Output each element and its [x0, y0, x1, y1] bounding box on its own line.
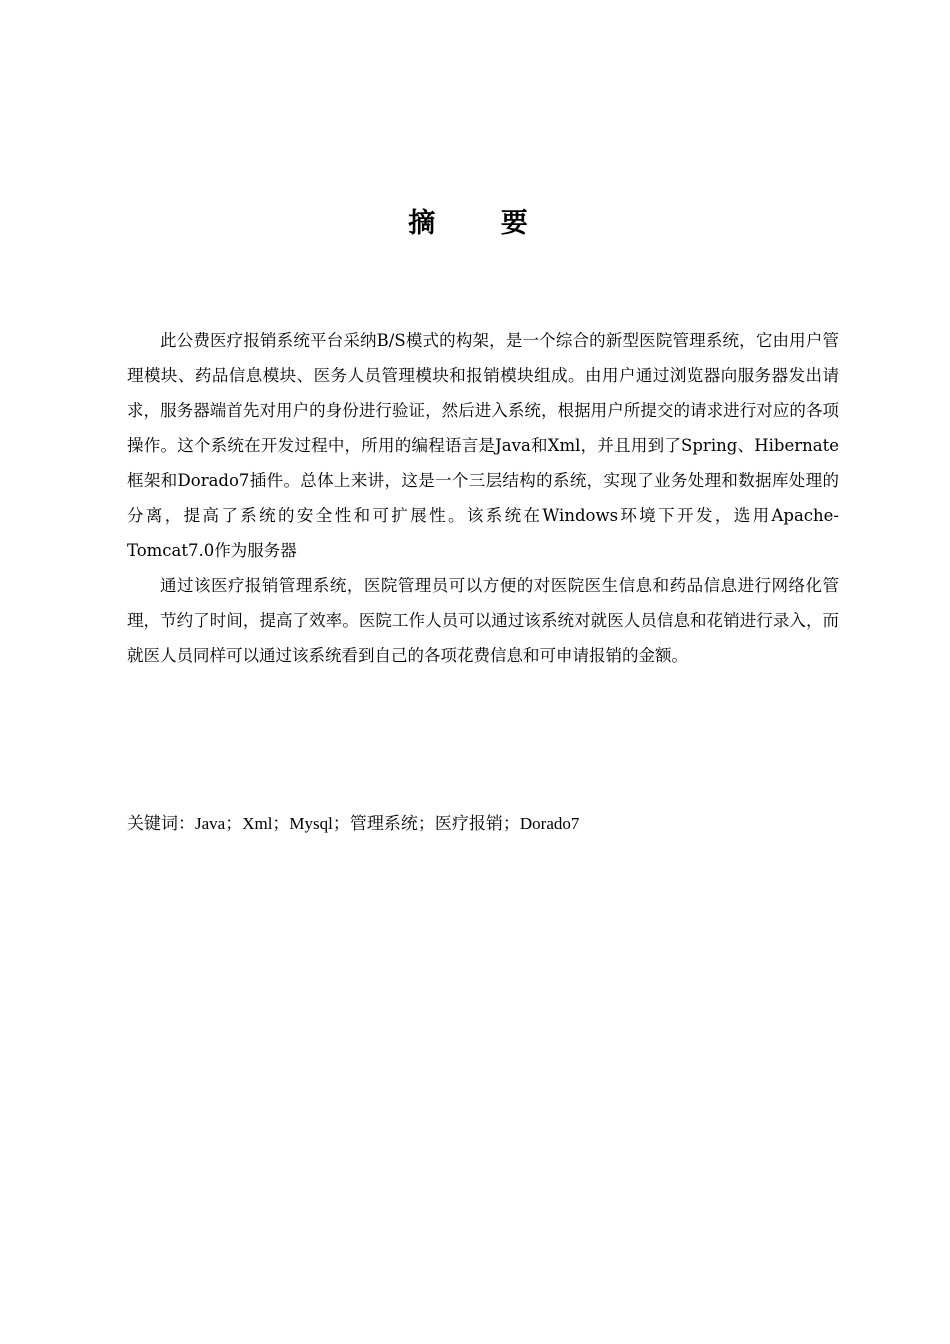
abstract-paragraph-2: 通过该医疗报销管理系统，医院管理员可以方便的对医院医生信息和药品信息进行网络化管理，节约了时间，提高了效率。医院工作人员可以通过该系统对就医人员信息和花销进行录入，而就医人员同样可以通过该系统看到自己的各项花费信息和可申请报销的金额。: [127, 576, 839, 665]
abstract-body: [127, 323, 839, 673]
abstract-title: 摘 要: [408, 208, 556, 239]
abstract-paragraph-1: 此公费医疗报销系统平台采纳B/S模式的构架，是一个综合的新型医院管理系统，它由用户管理模块、药品信息模块、医务人员管理模块和报销模块组成。由用户通过浏览器向服务器发出请求，服务器端首先对用户的身份进行验证，然后进入系统，根据用户所提交的请求进行对应的各项操作。这个系统在开发过程中，所用的编程语言是Java和Xml，并且用到了Spring、Hibernate框架和Dorado7插件。总体上来讲，这是一个三层结构的系统，实现了业务处理和数据库处理的分离，提高了系统的安全性和可扩展性。该系统在Windows环境下开发，选用Apache-Tomcat7.0作为服务器: [127, 331, 839, 560]
keywords-line: 关键词：Java；Xml；Mysql；管理系统；医疗报销；Dorado7: [127, 814, 580, 833]
